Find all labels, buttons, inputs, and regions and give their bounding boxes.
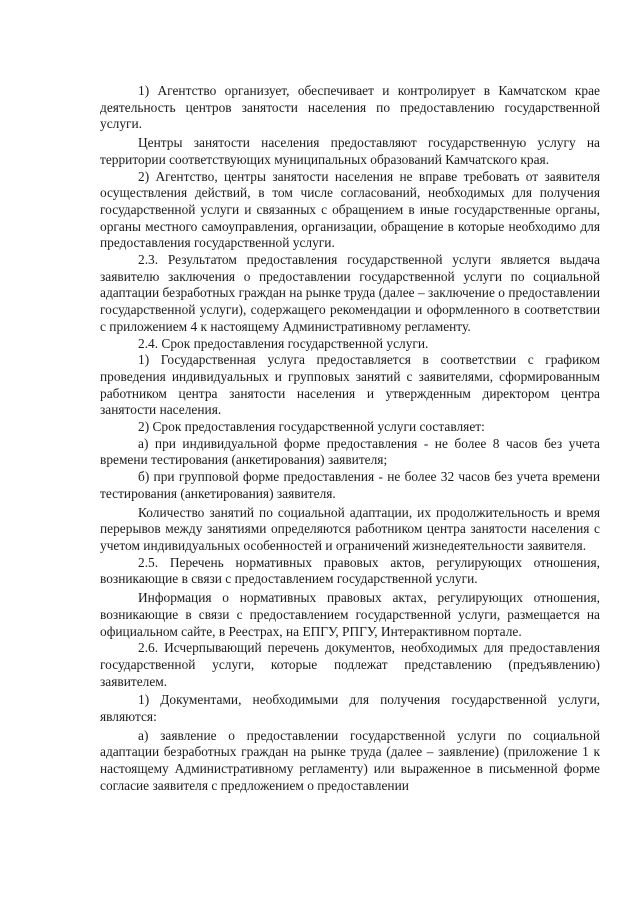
paragraph-schedule: 1) Государственная услуга предоставляется в соответствии с графиком проведения индивидуальных и групповых занятий с заявителями, сформированным работником центра занятости населения и утвержденным директором центра занятости населения.: [100, 352, 600, 418]
paragraph-section-2-5: 2.5. Перечень нормативных правовых актов, регулирующих отношения, возникающие в связи с предоставлением государственной услуги.: [100, 554, 600, 587]
paragraph-section-2-3: 2.3. Результатом предоставления государственной услуги является выдача заявителю заключения о предоставлении государственной услуги по социальной адаптации безработных граждан на рынке труда (далее – заключение о предоставлении государственной услуги), содержащего рекомендации и оформленного в соответствии с приложением 4 к настоящему Административному регламенту.: [100, 252, 600, 334]
paragraph-number-of-sessions: Количество занятий по социальной адаптации, их продолжительность и время перерывов между занятиями определяются работником центра занятости населения с учетом индивидуальных особенностей и ограничений жизнедеятельности заявителя.: [100, 504, 600, 553]
paragraph-no-right-to-require: 2) Агентство, центры занятости населения не вправе требовать от заявителя осуществления действий, в том числе согласований, необходимых для получения государственной услуги и связанных с обращением в иные государственные органы, органы местного самоуправления, организации, обращение в которые необходимо для предоставления государственной услуги.: [100, 168, 600, 251]
paragraph-term: 2) Срок предоставления государственной услуги составляет:: [138, 419, 485, 435]
document-page: [100, 83, 600, 795]
paragraph-section-2-4: 2.4. Срок предоставления государственной услуги.: [138, 335, 429, 351]
paragraph-group-form: б) при групповой форме предоставления - не более 32 часов без учета времени тестирования (анкетирования) заявителя.: [100, 469, 600, 501]
paragraph-centers-provide: Центры занятости населения предоставляют государственную услугу на территории соответствующих муниципальных образований Камчатского края.: [100, 135, 600, 167]
paragraph-section-2-6: 2.6. Исчерпывающий перечень документов, необходимых для предоставления государственной услуги, которые подлежат представлению (предъявлению) заявителем.: [100, 640, 600, 689]
paragraph-individual-form: а) при индивидуальной форме предоставления - не более 8 часов без учета времени тестирования (анкетирования) заявителя;: [100, 435, 600, 468]
paragraph-agency-organizes: 1) Агентство организует, обеспечивает и контролирует в Камчатском крае деятельность центров занятости населения по предоставлению государственной услуги.: [100, 83, 600, 132]
paragraph-documents-required: 1) Документами, необходимыми для получения государственной услуги, являются:: [100, 692, 600, 725]
paragraph-legal-acts-info: Информация о нормативных правовых актах, регулирующих отношения, возникающие в связи с предоставлением государственной услуги, размещается на официальном сайте, в Реестрах, на ЕПГУ, РПГУ, Интерактивном портале.: [100, 590, 600, 639]
paragraph-application: а) заявление о предоставлении государственной услуги по социальной адаптации безработных граждан на рынке труда (далее – заявление) (приложение 1 к настоящему Административному регламенту) или выраженное в письменной форме согласие заявителя с предложением о предоставлении: [100, 727, 600, 793]
